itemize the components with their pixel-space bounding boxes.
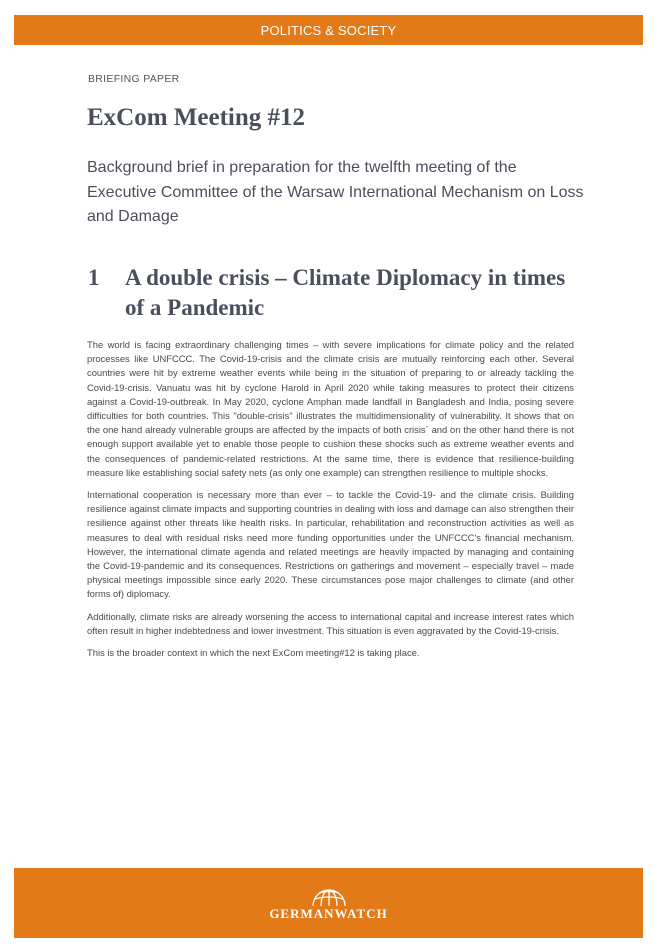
section-number: 1 (88, 265, 100, 290)
paragraph: International cooperation is necessary more than ever – to tackle the Covid-19- and the climate crisis. Building resilience against climate impacts and supporting countries in dealing with loss and damage can also strengthen their resilience against other threats like health risks. In particular, rehabilitation and reconstruction activities as well as measures to deal with residual risks need more funding opportunities under the UNFCCC's financial mechanism. However, the international climate agenda and related meetings are heavily impacted by managing and containing the Covid-19-pandemic and its consequences. Restrictions on gatherings and movement – especially travel – made physical meetings impossible since early 2020. These circumstances pose major challenges to climate (and other forms of) diplomacy. (87, 489, 574, 600)
document-type-label: BRIEFING PAPER (88, 73, 180, 85)
footer-banner (14, 868, 643, 938)
globe-icon (309, 884, 349, 906)
category-banner (14, 15, 643, 45)
section-title: A double crisis – Climate Diplomacy in times of a Pandemic (125, 265, 566, 320)
page-subtitle: Background brief in preparation for the twelfth meeting of the Executive Committee of the Warsaw International Mechanism on Loss and Damage (87, 159, 584, 225)
paragraph: Additionally, climate risks are already worsening the access to international capital and increase interest rates which often result in higher indebtedness and lower investment. This situation is even aggravated by the Covid-19-crisis. (87, 610, 574, 636)
paragraph: This is the broader context in which the next ExCom meeting#12 is taking place. (87, 647, 420, 659)
brand-name: GERMANWATCH (269, 906, 388, 921)
page-title: ExCom Meeting #12 (87, 104, 306, 131)
category-label: POLITICS & SOCIETY (260, 22, 397, 38)
paragraph: The world is facing extraordinary challenging times – with severe implications for climate policy and the related processes like UNFCCC. The Covid-19-crisis and the climate crisis are mutually reinforcing each other. Several countries were hit by extreme weather events while being in the situation of preparing to or already tackling the Covid-19-crisis. Vanuatu was hit by cyclone Harold in April 2020 while taking measures to protect their citizens against a Covid-19-outbreak. In May 2020, cyclone Amphan made landfall in Bangladesh and India, posing severe difficulties for both countries. This "double-crisis" illustrates the multidimensionality of vulnerability. It shows that on the one hand already vulnerable groups are affected by the impacts of both crisis´ and on the other hand there is not enough support available yet to enable those people to cushion these shocks such as extreme weather events and the consequences of pandemic-related restrictions. At the same time, there is evidence that resilience-building measure like establishing social safety nets (as only one example) can strengthen resilience to multiple shocks. (87, 339, 574, 478)
body-text (87, 338, 574, 668)
